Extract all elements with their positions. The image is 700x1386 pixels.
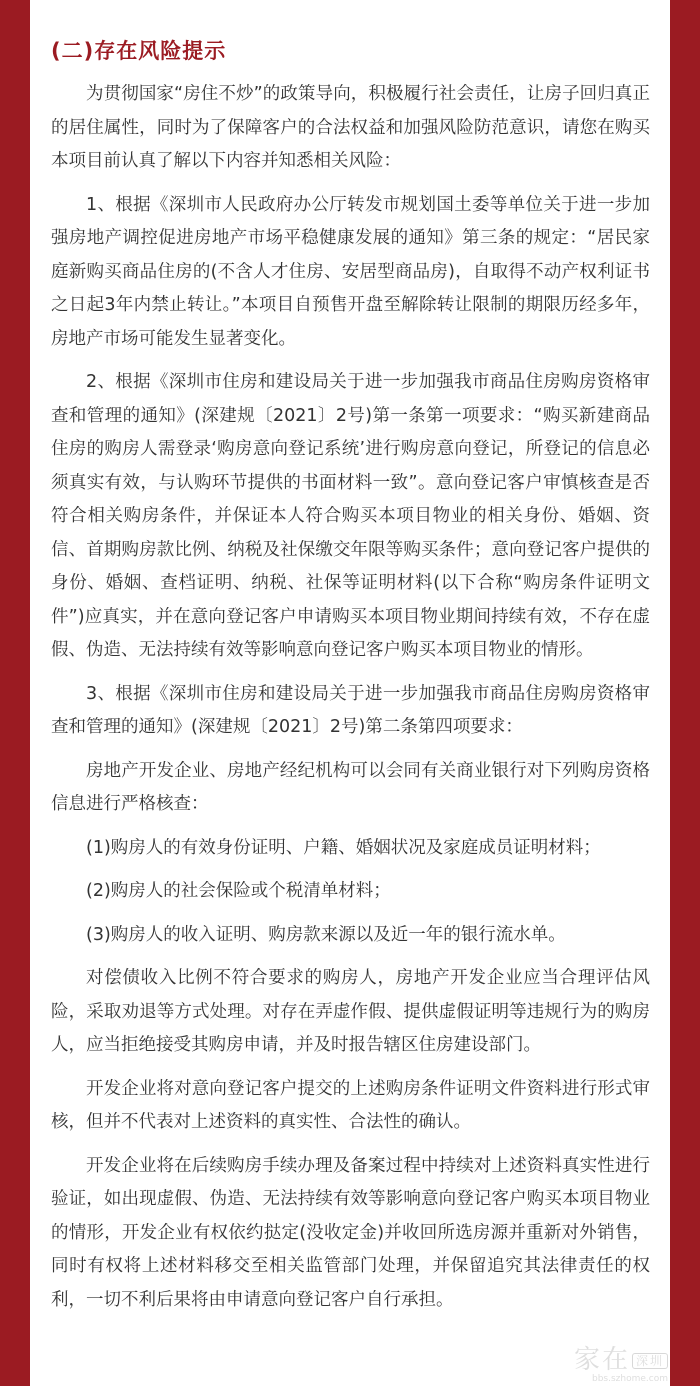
list-item-2: (2)购房人的社会保险或个税清单材料； <box>86 881 391 901</box>
watermark-badge: 深圳 <box>632 1353 668 1369</box>
document-page <box>30 0 670 1386</box>
debt-ratio-paragraph: 对偿债收入比例不符合要求的购房人，房地产开发企业应当合理评估风险，采取劝退等方式处理。对存在弄虚作假、提供虚假证明等违规行为的购房人，应当拒绝接受其购房申请，并及时报告辖区住房建设部门。 <box>51 968 650 1055</box>
intro-paragraph: 为贯彻国家“房住不炒”的政策导向，积极履行社会责任，让房子回归真正的居住属性，同时为了保障客户的合法权益和加强风险防范意识，请您在购买本项目前认真了解以下内容并知悉相关风险： <box>51 84 650 171</box>
section-title: (二)存在风险提示 <box>51 39 227 63</box>
verification-intro-paragraph: 房地产开发企业、房地产经纪机构可以会同有关商业银行对下列购房资格信息进行严格核查： <box>51 760 650 814</box>
watermark-logo <box>573 1339 668 1384</box>
clause-3-paragraph: 3、根据《深圳市住房和建设局关于进一步加强我市商品住房购房资格审查和管理的通知》(深建规〔2021〕2号)第二条第四项要求： <box>51 683 650 737</box>
watermark-url: bbs.szhome.com <box>592 1374 668 1384</box>
clause-1-paragraph: 1、根据《深圳市人民政府办公厅转发市规划国土委等单位关于进一步加强房地产调控促进房地产市场平稳健康发展的通知》第三条的规定：“居民家庭新购买商品住房的(不含人才住房、安居型商品房)，自取得不动产权利证书之日起3年内禁止转让。”本项目自预售开盘至解除转让限制的期限历经多年，房地产市场可能发生显著变化。 <box>51 194 650 349</box>
left-red-border <box>0 0 30 1386</box>
list-item-3: (3)购房人的收入证明、购房款来源以及近一年的银行流水单。 <box>86 924 566 945</box>
formal-review-paragraph: 开发企业将对意向登记客户提交的上述购房条件证明文件资料进行形式审核，但并不代表对上述资料的真实性、合法性的确认。 <box>51 1078 650 1132</box>
list-item-1: (1)购房人的有效身份证明、户籍、婚姻状况及家庭成员证明材料； <box>86 837 601 858</box>
verification-paragraph: 开发企业将在后续购房手续办理及备案过程中持续对上述资料真实性进行验证，如出现虚假、伪造、无法持续有效等影响意向登记客户购买本项目物业的情形，开发企业有权依约挞定(没收定金)并收回所选房源并重新对外销售，同时有权将上述材料移交至相关监管部门处理，并保留追究其法律责任的权利，一切不利后果将由申请意向登记客户自行承担。 <box>51 1155 650 1310</box>
clause-2-paragraph: 2、根据《深圳市住房和建设局关于进一步加强我市商品住房购房资格审查和管理的通知》(深建规〔2021〕2号)第一条第一项要求：“购买新建商品住房的购房人需登录‘购房意向登记系统’进行购房意向登记，所登记的信息必须真实有效，与认购环节提供的书面材料一致”。意向登记客户审慎核查是否符合相关购房条件，并保证本人符合购买本项目物业的相关身份、婚姻、资信、首期购房款比例、纳税及社保缴交年限等购买条件；意向登记客户提供的身份、婚姻、查档证明、纳税、社保等证明材料(以下合称“购房条件证明文件”)应真实，并在意向登记客户申请购买本项目物业期间持续有效，不存在虚假、伪造、无法持续有效等影响意向登记客户购买本项目物业的情形。 <box>51 372 650 660</box>
watermark-text: 家在 <box>573 1345 630 1375</box>
right-red-border <box>670 0 700 1386</box>
